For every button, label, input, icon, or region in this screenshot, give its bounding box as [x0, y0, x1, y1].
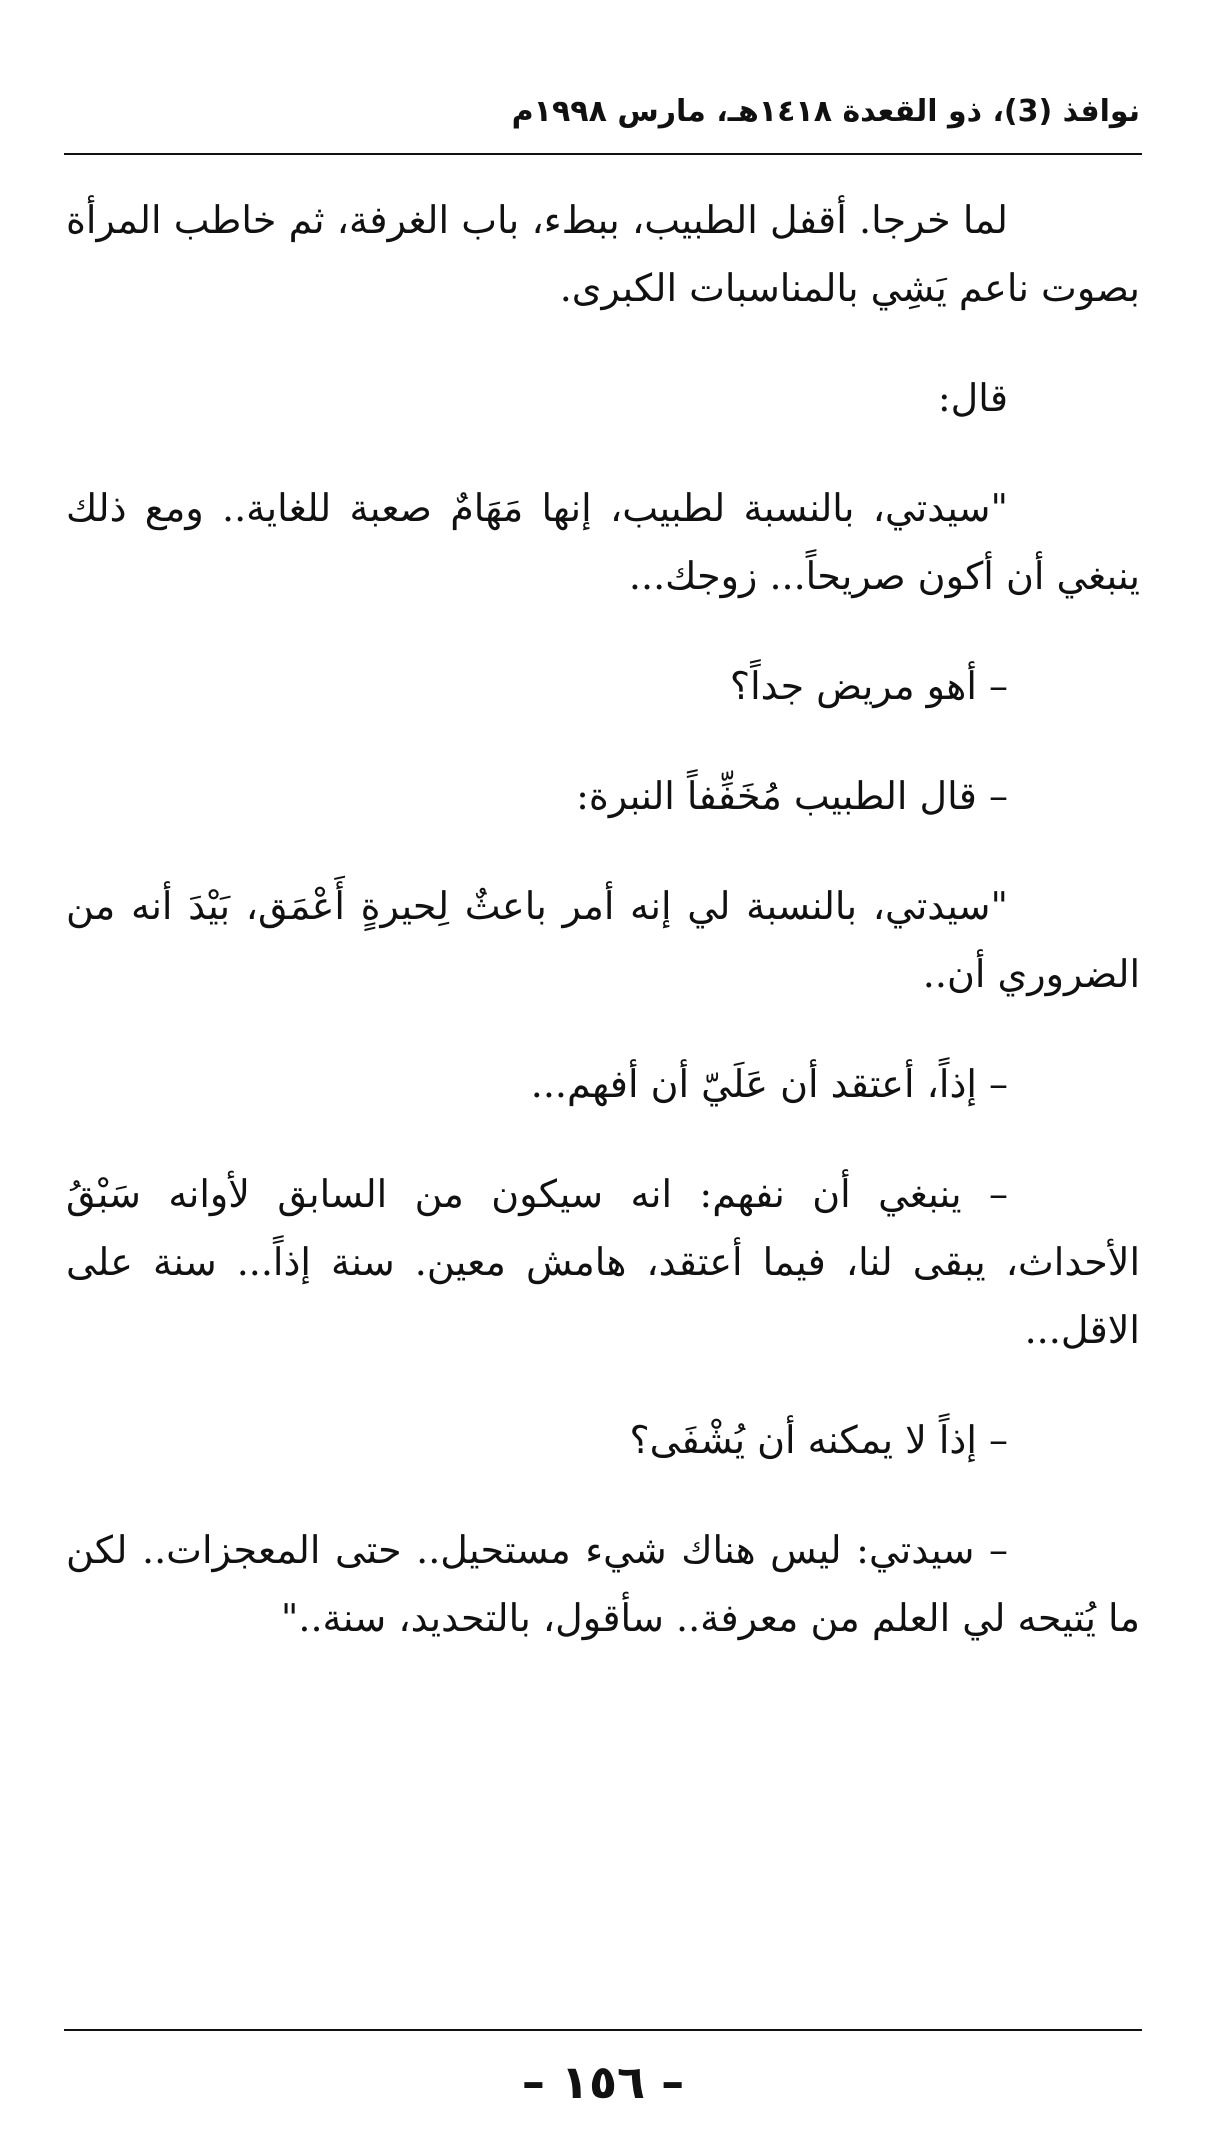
paragraph: – أهو مريض جداً؟ — [729, 664, 1008, 708]
header-divider — [64, 153, 1142, 155]
running-header: نوافذ (3)، ذو القعدة ١٤١٨هـ، مارس ١٩٩٨م — [511, 94, 1140, 129]
paragraph: – قال الطبيب مُخَفِّفاً النبرة: — [576, 774, 1008, 818]
page-number: – ١٥٦ – — [521, 2055, 685, 2109]
paragraph: لما خرجا. أقفل الطبيب، ببطء، باب الغرفة، ثم خاطب المرأة بصوت ناعم يَشِي بالمناسبات الكبرى. — [66, 198, 1140, 310]
paragraph: – إذاً لا يمكنه أن يُشْفَى؟ — [629, 1418, 1008, 1462]
page-body — [66, 186, 1140, 1652]
paragraph: – إذاً، أعتقد أن عَلَيّ أن أفهم... — [530, 1062, 1008, 1106]
paragraph: "سيدتي، بالنسبة لطبيب، إنها مَهَامٌ صعبة للغاية.. ومع ذلك ينبغي أن أكون صريحاً... زوجك... — [66, 486, 1140, 598]
paragraph: قال: — [937, 376, 1008, 420]
paragraph: "سيدتي، بالنسبة لي إنه أمر باعثٌ لِحيرةٍ أَعْمَق، بَيْدَ أنه من الضروري أن.. — [66, 884, 1140, 996]
paragraph: – ينبغي أن نفهم: انه سيكون من السابق لأوانه سَبْقُ الأحداث، يبقى لنا، فيما أعتقد، هامش معين. سنة إذاً... سنة على الاقل... — [66, 1172, 1140, 1352]
paragraph: – سيدتي: ليس هناك شيء مستحيل.. حتى المعجزات.. لكن ما يُتيحه لي العلم من معرفة.. سأقول، بالتحديد، سنة.." — [66, 1528, 1140, 1640]
footer-divider — [64, 2029, 1142, 2031]
